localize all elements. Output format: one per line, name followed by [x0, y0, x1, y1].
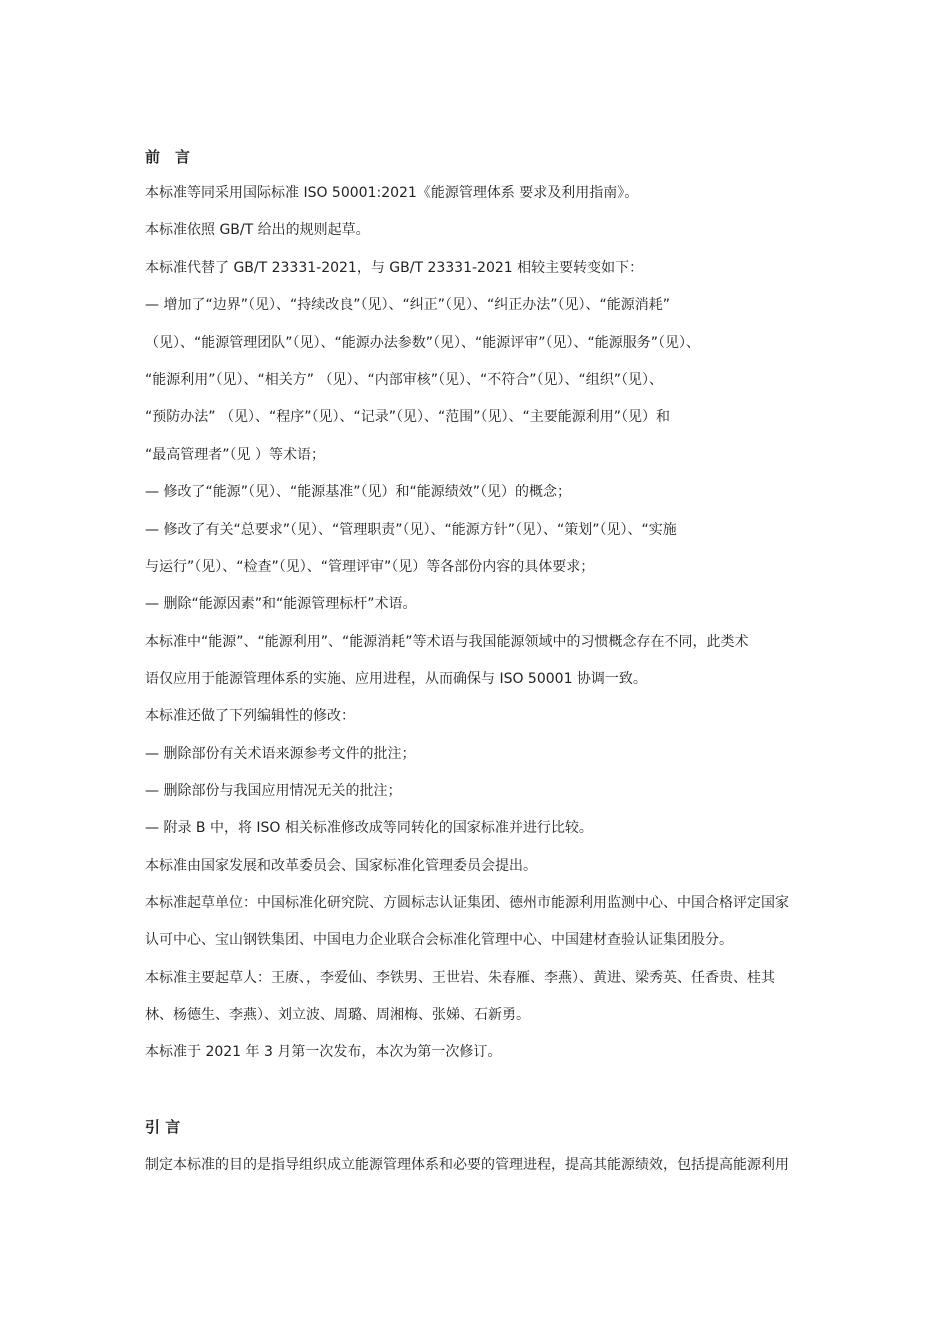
foreword-line: “能源利用”（见）、“相关方” （见）、“内部审核”（见）、“不符合”（见）、“组织”（见）、: [145, 372, 663, 388]
foreword-line: 本标准还做了下列编辑性的修改：: [145, 708, 355, 724]
foreword-heading: 前 言: [145, 148, 191, 166]
foreword-line: — 删除部份有关术语来源参考文件的批注；: [145, 746, 416, 762]
foreword-line: 本标准中“能源”、“能源利用”、“能源消耗”等术语与我国能源领域中的习惯概念存在不同，此类术: [145, 634, 749, 650]
foreword-line: 本标准于 2021 年 3 月第一次发布，本次为第一次修订。: [145, 1044, 502, 1060]
foreword-line: 本标准代替了 GB/T 23331-2021，与 GB/T 23331-2021 相较主要转变如下：: [145, 260, 644, 276]
foreword-line: — 附录 B 中，将 ISO 相关标准修改成等同转化的国家标准并进行比较。: [145, 820, 593, 836]
foreword-line: 认可中心、宝山钢铁集团、中国电力企业联合会标准化管理中心、中国建材查验认证集团股分。: [145, 932, 733, 948]
foreword-line: 与运行”（见）、“检查”（见）、“管理评审”（见）等各部份内容的具体要求；: [145, 559, 595, 575]
intro-heading: 引 言: [145, 1118, 181, 1136]
foreword-line: “最高管理者”（见 ）等术语；: [145, 447, 325, 463]
intro-line: 制定本标准的目的是指导组织成立能源管理体系和必要的管理进程，提高其能源绩效，包括提高能源利用: [145, 1157, 789, 1173]
foreword-line: — 修改了“能源”（见）、“能源基准”（见）和“能源绩效”（见）的概念；: [145, 484, 571, 500]
foreword-line: 本标准等同采用国际标准 ISO 50001:2021《能源管理体系 要求及利用指南》。: [145, 185, 639, 201]
foreword-line: （见）、“能源管理团队”（见）、“能源办法参数”（见）、“能源评审”（见）、“能源服务”（见）、: [145, 335, 701, 351]
foreword-line: — 修改了有关“总要求”（见）、“管理职责”（见）、“能源方针”（见）、“策划”（见）、“实施: [145, 522, 677, 538]
foreword-line: 本标准依照 GB/T 给出的规则起草。: [145, 222, 370, 238]
foreword-line: 本标准起草单位：中国标准化研究院、方圆标志认证集团、德州市能源利用监测中心、中国合格评定国家: [145, 895, 789, 911]
foreword-line: — 增加了“边界”（见）、“持续改良”（见）、“纠正”（见）、“纠正办法”（见）、“能源消耗”: [145, 297, 670, 313]
foreword-line: 语仅应用于能源管理体系的实施、应用进程，从而确保与 ISO 50001 协调一致。: [145, 671, 647, 687]
foreword-line: — 删除“能源因素”和“能源管理标杆”术语。: [145, 596, 417, 612]
foreword-line: 林、杨德生、李燕）、刘立波、周璐、周湘梅、张娣、石新勇。: [145, 1007, 530, 1023]
foreword-line: — 删除部份与我国应用情况无关的批注；: [145, 783, 402, 799]
foreword-line: 本标准主要起草人：王赓、，李爱仙、李铁男、王世岩、朱春雁、李燕）、黄进、梁秀英、任香贵、桂其: [145, 970, 775, 986]
foreword-line: 本标准由国家发展和改革委员会、国家标准化管理委员会提出。: [145, 858, 537, 874]
foreword-line: “预防办法” （见）、“程序”（见）、“记录”（见）、“范围”（见）、“主要能源利用”（见）和: [145, 409, 670, 425]
